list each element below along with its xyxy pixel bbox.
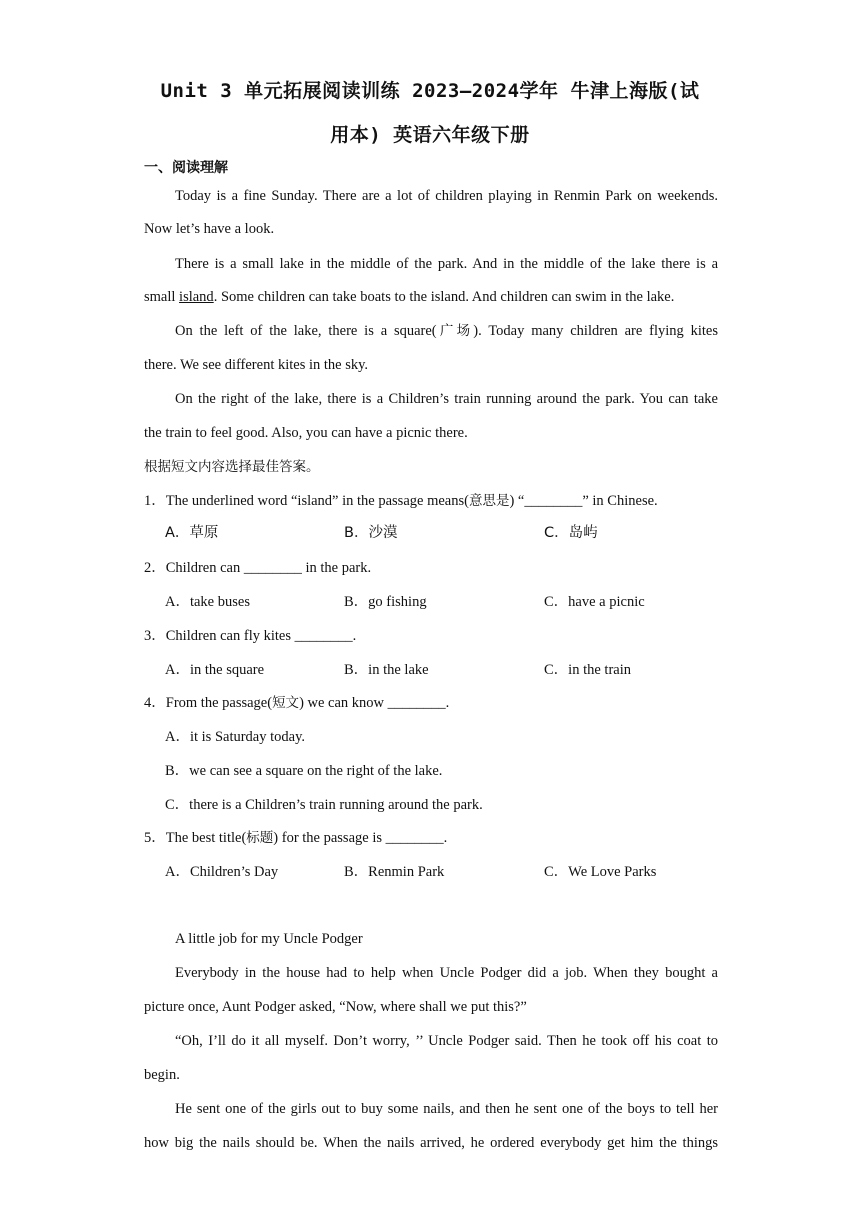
chinese-gloss: 标题 <box>246 830 274 846</box>
question-5-option-c: C．We Love Parks <box>544 864 657 880</box>
question-5-stem <box>144 828 447 848</box>
question-5-option-b: B．Renmin Park <box>344 864 445 880</box>
text-span: ) for the passage is ________. <box>273 830 448 846</box>
text-span: On the left of the lake, there is a square( <box>175 323 437 339</box>
question-2-stem: 2．Children can ________ in the park. <box>144 560 372 576</box>
question-instruction: 根据短文内容选择最佳答案。 <box>144 459 320 475</box>
underlined-word-island: island <box>179 289 214 305</box>
text-span: ) “________” in Chinese. <box>509 493 658 509</box>
passage-2-line-4: begin. <box>144 1067 180 1083</box>
chinese-gloss: 短文 <box>272 695 300 711</box>
question-2-option-b: B．go fishing <box>344 594 427 610</box>
question-3-stem: 3．Children can fly kites ________. <box>144 628 357 644</box>
question-2-option-a: A．take buses <box>165 594 250 610</box>
question-2-option-c: C．have a picnic <box>544 594 645 610</box>
question-1-option-c: C．岛屿 <box>544 525 598 541</box>
question-1-option-a: A．草原 <box>165 525 219 541</box>
section-heading-reading: 一、阅读理解 <box>144 160 228 176</box>
passage-2-title: A little job for my Uncle Podger <box>175 931 363 947</box>
text-span: 4．From the passage( <box>144 695 273 711</box>
passage-2-line-1: Everybody in the house had to help when Uncle Podger did a job. When they bought a <box>175 965 718 981</box>
text-span: 1．The underlined word “island” in the passage means( <box>144 493 469 509</box>
question-3-option-c: C．in the train <box>544 662 631 678</box>
passage-2-line-6: how big the nails should be. When the nails arrived, he ordered everybody get him the things <box>144 1135 718 1151</box>
passage-paragraph-1-line-1: Today is a fine Sunday. There are a lot of children playing in Renmin Park on weekends. <box>175 188 718 204</box>
passage-paragraph-4-line-2: the train to feel good. Also, you can have a picnic there. <box>144 425 468 441</box>
passage-2-line-5: He sent one of the girls out to buy some nails, and then he sent one of the boys to tell her <box>175 1101 718 1117</box>
question-1-option-b: B．沙漠 <box>344 525 398 541</box>
chinese-gloss: 意思是 <box>468 493 510 509</box>
question-3-option-b: B．in the lake <box>344 662 429 678</box>
question-4-option-c: C．there is a Children’s train running around the park. <box>165 797 483 813</box>
text-span: ) we can know ________. <box>299 695 450 711</box>
question-4-stem <box>144 693 449 713</box>
passage-paragraph-3-line-2: there. We see different kites in the sky. <box>144 357 369 373</box>
question-1-stem <box>144 491 658 511</box>
text-span: small <box>144 289 180 305</box>
text-span: 5．The best title( <box>144 830 247 846</box>
question-4-option-b: B．we can see a square on the right of the lake. <box>165 763 443 779</box>
passage-paragraph-4-line-1: On the right of the lake, there is a Children’s train running around the park. You can take <box>175 391 718 407</box>
question-5-option-a: A．Children’s Day <box>165 864 279 880</box>
passage-paragraph-2-line-1: There is a small lake in the middle of the park. And in the middle of the lake there is a <box>175 256 718 272</box>
question-4-option-a: A．it is Saturday today. <box>165 729 306 745</box>
document-title-line-2: 用本) 英语六年级下册 <box>330 124 530 146</box>
text-span: . Some children can take boats to the island. And children can swim in the lake. <box>213 289 675 305</box>
chinese-gloss: 广场 <box>436 323 474 339</box>
passage-paragraph-3-line-1 <box>175 321 718 341</box>
passage-paragraph-2-line-2 <box>144 287 674 307</box>
text-span: ). Today many children are flying kites <box>473 323 718 339</box>
question-3-option-a: A．in the square <box>165 662 265 678</box>
passage-2-line-2: picture once, Aunt Podger asked, “Now, where shall we put this?” <box>144 999 527 1015</box>
passage-paragraph-1-line-2: Now let’s have a look. <box>144 221 275 237</box>
document-title-line-1: Unit 3 单元拓展阅读训练 2023—2024学年 牛津上海版(试 <box>160 80 700 102</box>
passage-2-line-3: “Oh, I’ll do it all myself. Don’t worry, ’’ Uncle Podger said. Then he took off his coat to <box>175 1033 718 1049</box>
